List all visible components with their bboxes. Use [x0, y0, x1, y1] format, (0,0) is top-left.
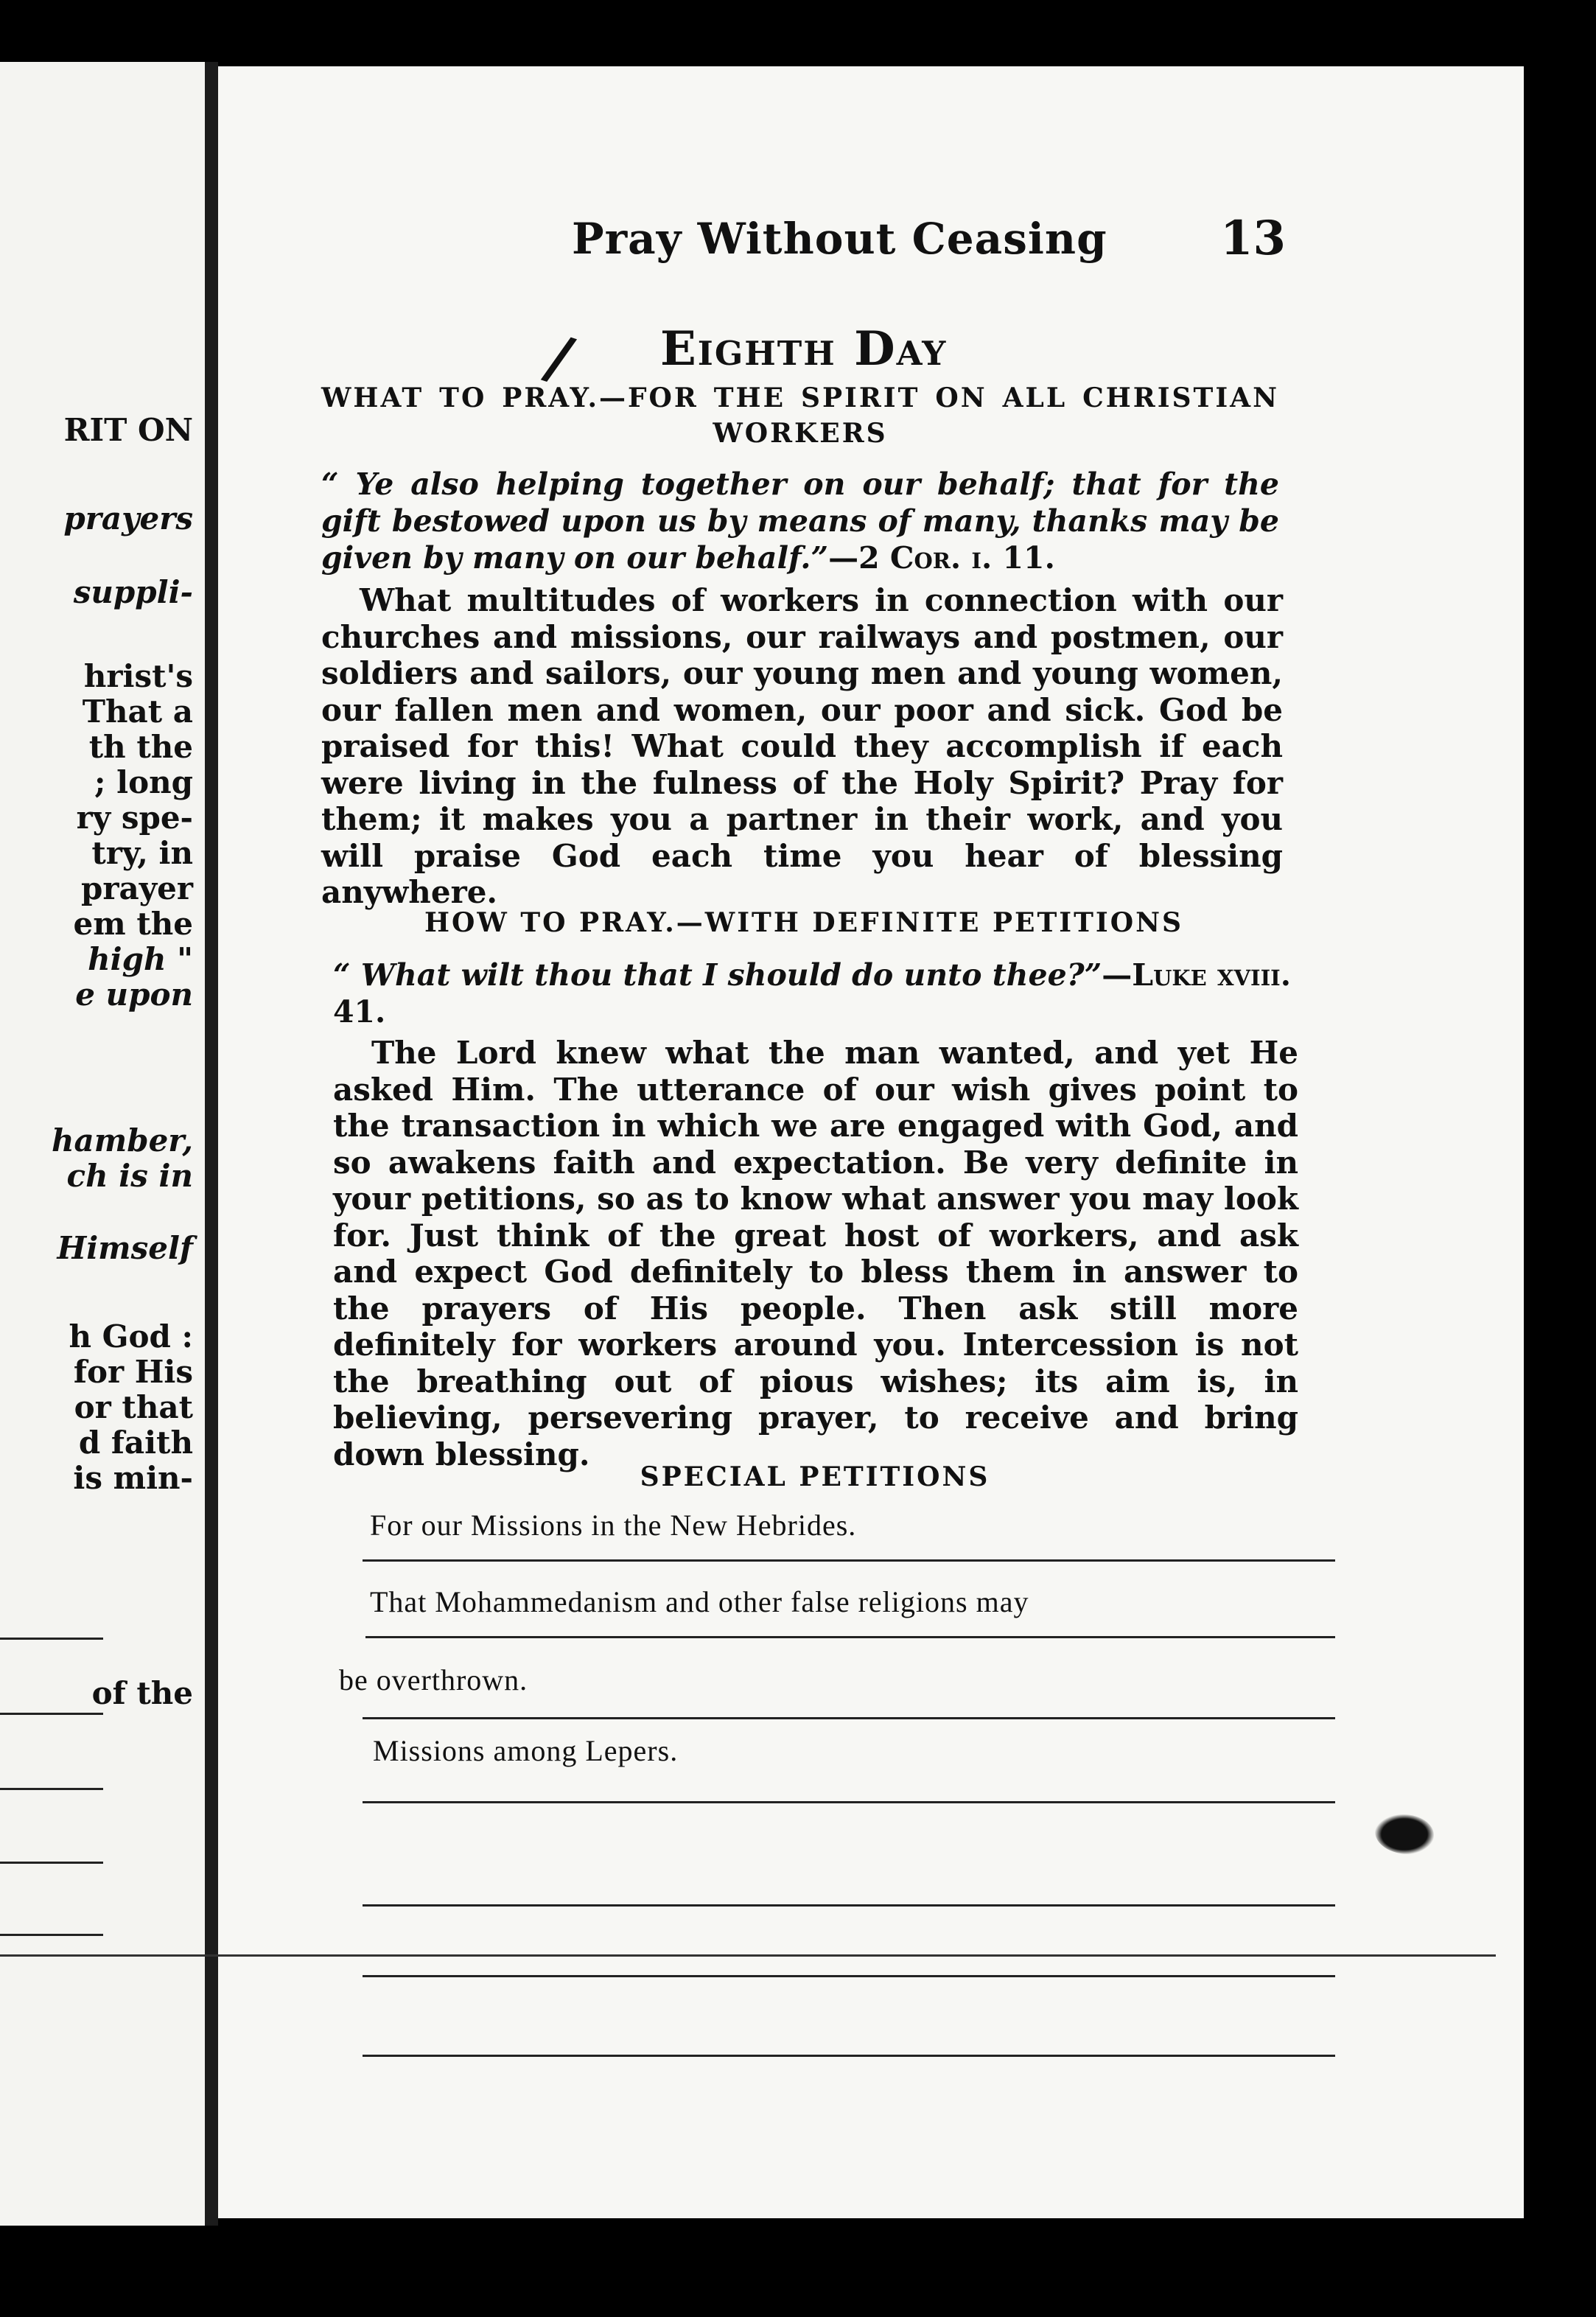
how-to-pray-heading: HOW TO PRAY.—WITH DEFINITE PETITIONS — [424, 907, 1183, 938]
writing-line — [363, 1717, 1335, 1719]
left-text-fragment: h God : — [69, 1318, 193, 1355]
writing-line — [365, 1636, 1335, 1638]
scripture-quote — [333, 957, 1291, 1030]
left-text-fragment: e upon — [75, 976, 193, 1013]
left-text-fragment: That a — [82, 693, 193, 730]
petition-line: be overthrown. — [339, 1663, 528, 1696]
running-title: Pray Without Ceasing — [572, 214, 1107, 264]
petition-line: For our Missions in the New Hebrides. — [370, 1509, 857, 1542]
left-text-fragment: ry spe- — [76, 800, 193, 836]
left-text-fragment: high " — [88, 941, 193, 977]
petition-line: Missions among Lepers. — [373, 1734, 679, 1767]
day-heading: Eighth Day — [660, 321, 948, 377]
petition-line: That Mohammedanism and other false religions may — [370, 1585, 1029, 1618]
writing-line — [363, 1975, 1335, 1977]
left-writing-line — [0, 1934, 103, 1936]
special-petitions-heading: SPECIAL PETITIONS — [640, 1461, 990, 1492]
ink-blot — [1375, 1814, 1434, 1854]
writing-line — [363, 2055, 1335, 2057]
cross-page-rule — [0, 1954, 1496, 1957]
what-to-pray-heading: WHAT TO PRAY.—FOR THE SPIRIT ON ALL CHRISTIAN WORKERS — [321, 382, 1279, 449]
left-text-fragment: suppli- — [73, 574, 193, 610]
body-paragraph: What multitudes of workers in connection with our churches and missions, our railways and postmen, our soldiers and sailors, our young men and young women, our fallen men and women, our poor and sick. God be praised for this! What could they accomplish if each were living in the fulness of the Holy Spirit? Pray for them; it makes you a partner in their work, and you will praise God each time you hear of blessing anywhere. — [321, 582, 1283, 910]
book-gutter — [205, 62, 218, 2226]
verse-text: “ What wilt thou that I should do unto thee?” — [333, 957, 1102, 993]
left-text-fragment: ch is in — [66, 1158, 193, 1194]
verse-reference: —2 Cor. i. 11. — [828, 540, 1055, 576]
left-text-fragment: ; long — [94, 764, 193, 800]
page-13 — [218, 66, 1524, 2218]
verse-reference: —Luke xviii. 41. — [333, 957, 1291, 1030]
left-text-fragment: d faith — [78, 1425, 193, 1461]
writing-line — [363, 1904, 1335, 1907]
left-text-fragment: th the — [88, 729, 193, 765]
left-writing-line — [0, 1788, 103, 1790]
left-text-fragment: RIT ON — [63, 412, 193, 448]
left-text-fragment: hrist's — [83, 658, 193, 694]
left-text-fragment: try, in — [91, 835, 193, 871]
writing-line — [363, 1801, 1335, 1803]
left-writing-line — [0, 1713, 103, 1715]
left-text-fragment: Himself — [57, 1230, 193, 1266]
writing-line — [363, 1559, 1335, 1562]
left-text-fragment: is min- — [73, 1460, 193, 1496]
left-page-fragment — [0, 62, 205, 2226]
verse-text: “ Ye also helping together on our behalf; that for the gift bestowed upon us by means of many, thanks may be given by many on our behalf.” — [321, 466, 1279, 576]
left-text-fragment: prayers — [63, 500, 193, 537]
handwritten-check-mark: / — [537, 321, 581, 396]
left-text-fragment: em the — [73, 906, 193, 942]
left-writing-line — [0, 1638, 103, 1640]
page-number: 13 — [1220, 211, 1287, 266]
left-text-fragment: prayer — [81, 870, 193, 906]
scripture-quote — [321, 466, 1279, 576]
left-text-fragment: hamber, — [52, 1122, 193, 1158]
left-text-fragment: of the — [91, 1675, 193, 1711]
body-paragraph: The Lord knew what the man wanted, and yet He asked Him. The utterance of our wish gives point to the transaction in which we are engaged with God, and so awakens faith and expectation. Be very definite in your petitions, so as to know what answer you may look for. Just think of the great host of workers, and ask and expect God definitely to bless them in answer to the prayers of His people. Then ask still more definitely for workers around you. Intercession is not the breathing out of pious wishes; its aim is, in believing, persevering prayer, to receive and bring down blessing. — [333, 1035, 1298, 1472]
left-text-fragment: or that — [74, 1389, 193, 1425]
left-text-fragment: for His — [73, 1354, 193, 1390]
left-writing-line — [0, 1862, 103, 1864]
